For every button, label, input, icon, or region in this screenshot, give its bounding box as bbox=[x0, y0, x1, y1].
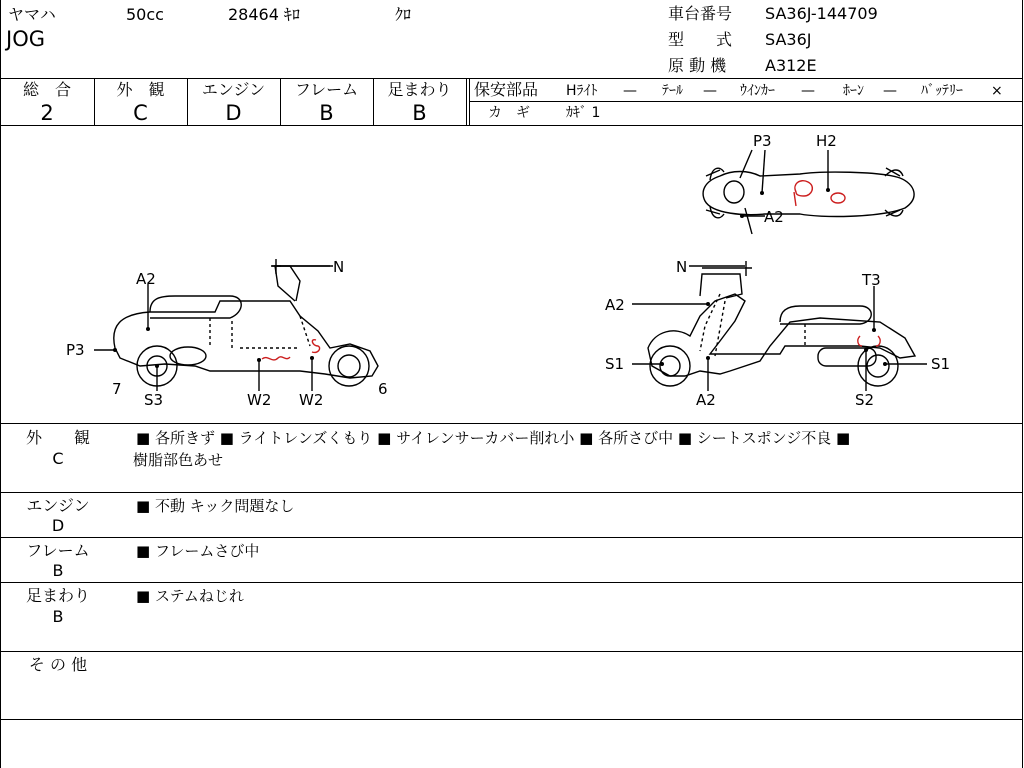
note-text-suspension: ■ ステムねじれ bbox=[136, 587, 244, 605]
safety-mark-headlight: — bbox=[623, 83, 637, 99]
safety-label: 保安部品 bbox=[474, 80, 539, 99]
safety-mark-horn: — bbox=[883, 83, 897, 99]
safety-item-tail: ﾃｰﾙ bbox=[662, 83, 683, 99]
key-value: ｶｷﾞ 1 bbox=[566, 105, 601, 121]
note-label-frame: フレーム bbox=[26, 541, 90, 560]
label-right-t3: T3 bbox=[862, 271, 881, 289]
model-name: JOG bbox=[6, 27, 45, 51]
label-right-a2-top: A2 bbox=[605, 296, 625, 314]
safety-mark-battery: × bbox=[991, 83, 1003, 99]
engine-model-value: A312E bbox=[765, 56, 817, 75]
label-right-s1-right: S1 bbox=[931, 355, 951, 373]
grade-value-exterior: C bbox=[133, 101, 148, 125]
engine-model-label: 原 動 機 bbox=[668, 56, 727, 75]
safety-mark-winker: — bbox=[801, 83, 815, 99]
label-right-s2: S2 bbox=[855, 391, 875, 409]
label-right-n: N bbox=[676, 258, 688, 276]
grade-value-engine: D bbox=[225, 101, 242, 125]
grade-value-frame: B bbox=[319, 101, 334, 125]
note-label-exterior: 外 観 bbox=[25, 428, 90, 447]
label-right-a2-bottom: A2 bbox=[696, 391, 716, 409]
mileage: 28464 ｷﾛ bbox=[228, 5, 300, 24]
grade-value-overall: 2 bbox=[40, 101, 54, 125]
label-left-s3: S3 bbox=[144, 391, 164, 409]
frame-number-label: 車台番号 bbox=[668, 4, 733, 23]
leader-lines bbox=[94, 150, 927, 391]
note-text-engine: ■ 不動 キック問題なし bbox=[136, 497, 295, 515]
label-left-a2: A2 bbox=[136, 270, 156, 288]
note-text-exterior-1: ■ 各所きず ■ ライトレンズくもり ■ サイレンサーカバー削れ小 ■ 各所さび中 ■ シートスポンジ不良 ■ bbox=[136, 429, 851, 447]
note-text-exterior-2: 樹脂部色あせ bbox=[133, 451, 224, 469]
damage-diagram bbox=[0, 126, 1022, 423]
label-top-h2: H2 bbox=[816, 132, 837, 150]
label-left-7: 7 bbox=[112, 380, 122, 398]
label-top-p3: P3 bbox=[753, 132, 772, 150]
note-grade-suspension: B bbox=[52, 607, 64, 626]
type-label: 型 式 bbox=[668, 30, 733, 49]
color: ｸﾛ bbox=[395, 5, 412, 24]
grade-value-suspension: B bbox=[412, 101, 427, 125]
grade-label-frame: フレーム bbox=[294, 80, 359, 99]
note-label-engine: エンジン bbox=[26, 496, 90, 515]
label-left-6: 6 bbox=[378, 380, 388, 398]
note-text-frame: ■ フレームさび中 bbox=[136, 542, 260, 560]
label-left-p3: P3 bbox=[66, 341, 85, 359]
note-grade-frame: B bbox=[52, 561, 64, 580]
label-left-n: N bbox=[333, 258, 345, 276]
safety-item-battery: ﾊﾞｯﾃﾘｰ bbox=[921, 83, 963, 99]
safety-item-horn: ﾎｰﾝ bbox=[843, 83, 864, 99]
label-top-a2: A2 bbox=[764, 208, 784, 226]
grade-label-engine: エンジン bbox=[201, 80, 266, 99]
label-left-w2b: W2 bbox=[299, 391, 324, 409]
safety-mark-tail: — bbox=[703, 83, 717, 99]
note-label-other: そ の 他 bbox=[28, 655, 88, 674]
key-label: カ ギ bbox=[488, 105, 530, 121]
frame-number-value: SA36J-144709 bbox=[765, 4, 878, 23]
note-grade-engine: D bbox=[51, 516, 65, 535]
grade-label-exterior: 外 観 bbox=[116, 80, 165, 99]
type-value: SA36J bbox=[765, 30, 812, 49]
label-left-w2a: W2 bbox=[247, 391, 272, 409]
scooter-top-view bbox=[703, 150, 914, 234]
safety-item-headlight: Hﾗｲﾄ bbox=[566, 83, 598, 99]
displacement: 50cc bbox=[126, 5, 164, 24]
grade-label-suspension: 足まわり bbox=[387, 80, 452, 99]
label-right-s1-left: S1 bbox=[605, 355, 625, 373]
note-grade-exterior: C bbox=[52, 449, 64, 468]
safety-item-winker: ｳｲﾝｶｰ bbox=[740, 83, 775, 99]
red-annotations bbox=[262, 181, 880, 360]
maker: ヤマハ bbox=[8, 5, 56, 24]
grade-label-overall: 総 合 bbox=[22, 80, 71, 99]
note-label-suspension: 足まわり bbox=[25, 586, 90, 605]
